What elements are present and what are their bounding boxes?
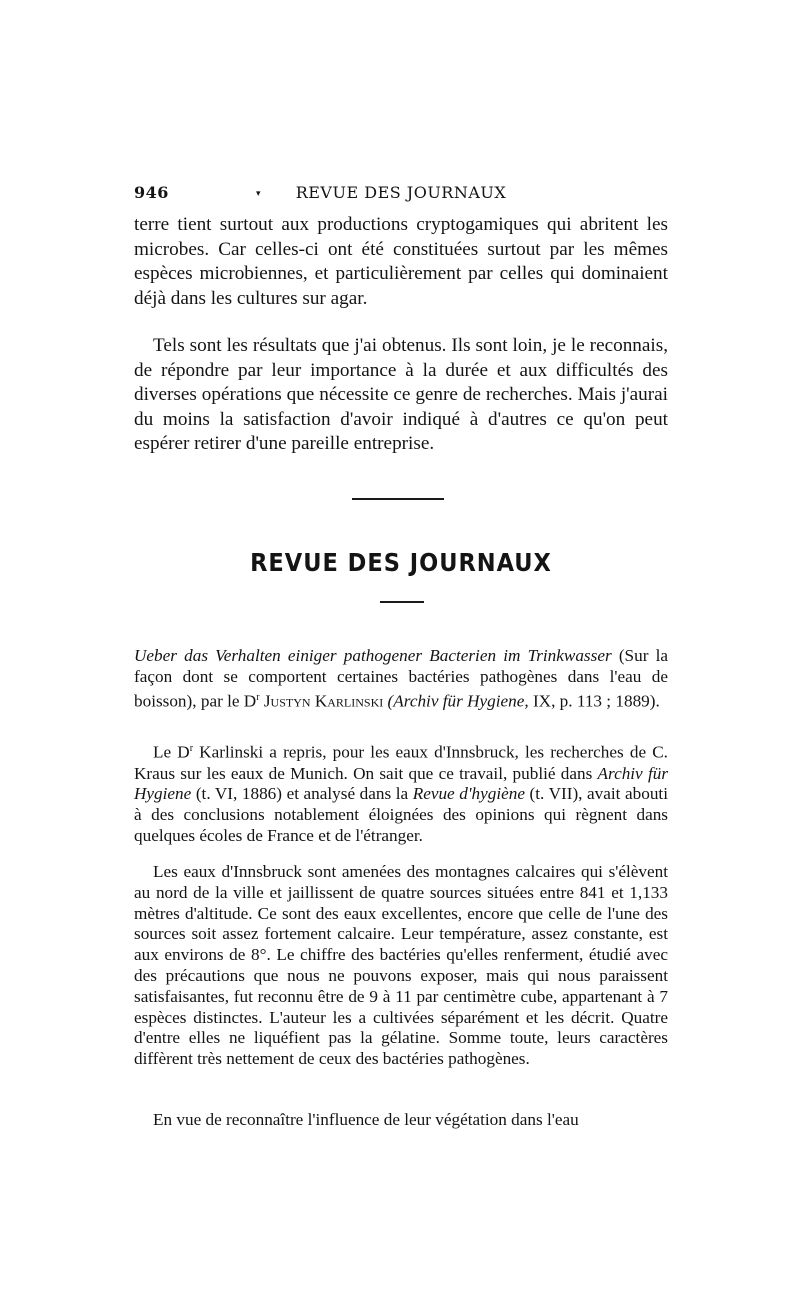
reference-author: Justyn Karlinski	[259, 691, 388, 711]
article-paragraph-1	[134, 739, 668, 847]
running-header	[134, 183, 668, 207]
paragraph-conclusion: Tels sont les résultats que j'ai obtenus. Ils sont loin, je le reconnais, de répondre par leur importance à la durée et aux difficultés des diverses opérations que nécessite ce genre de recherches. Mais j'aurai du moins la satisfaction d'avoir indiqué à d'autres ce qu'on peut espérer retirer d'une pareille entreprise.	[134, 335, 668, 455]
printer-mark: ▾	[256, 189, 262, 199]
running-title: REVUE DES JOURNAUX	[295, 183, 507, 202]
article-paragraph-2: Les eaux d'Innsbruck sont amenées des montagnes calcaires qui s'élèvent au nord de la ville et jaillissent de quatre sources situées entre 841 et 1,133 mètres d'altitude. Ce sont des eaux excellentes, encore que celle de l'une des sources soit assez fortement calcaire. Leur température, assez constante, est aux environs de 8°. Le chiffre des bactéries qu'elles renferment, étudié avec des précautions que nous ne pouvons exposer, mais qui nous paraissent satisfaisantes, fut reconnu être de 9 à 11 par centimètre cube, appartenant à 7 espèces distinctes. L'auteur les a cultivées séparément et les décrit. Quatre d'entre elles ne liquéfient pas la gélatine. Somme toute, leurs caractères diffèrent très nettement de ceux des bactéries pathogènes.	[134, 862, 668, 1069]
reference-subtitle: (Sur la façon dont se comportent certaines bactéries pathogènes dans l'eau de boisson), par le D	[134, 646, 668, 711]
title-underline-rule	[380, 601, 424, 603]
dr-superscript: r	[189, 743, 194, 754]
paragraph-continuation: terre tient surtout aux productions cryptogamiques qui abritent les microbes. Car celles-ci ont été constituées surtout par les mêmes espèces microbiennes, et particulièrement par celles qui dominaient déjà dans les cultures sur agar.	[134, 214, 668, 309]
article-reference	[134, 646, 668, 712]
reference-dr-superscript: r	[256, 691, 260, 703]
text-run: (t. VII), avait abouti à des conclusions notablement éloignées des opinions qui règnent dans quelques écoles de France et de l'étranger.	[134, 784, 668, 845]
section-title: REVUE DES JOURNAUX	[250, 548, 552, 577]
journal-name: Archiv für Hygiene	[134, 763, 669, 804]
reference-title: Ueber das Verhalten einiger pathogener Bacterien im Trinkwasser	[134, 646, 612, 665]
text-run: (t. VI, 1886) et analysé dans la	[191, 784, 413, 804]
text-run: Le D	[153, 742, 190, 762]
reference-journal: (Archiv für Hygiene,	[387, 691, 529, 711]
page-number: 946	[134, 183, 169, 202]
reference-citation: IX, p. 113 ; 1889).	[528, 691, 660, 711]
section-divider-rule	[352, 498, 444, 500]
journal-name: Revue d'hygiène	[412, 784, 525, 804]
article-paragraph-3: En vue de reconnaître l'influence de leur végétation dans l'eau	[153, 1110, 579, 1129]
text-run: Karlinski a repris, pour les eaux d'Innsbruck, les recherches de C. Kraus sur les eaux de Munich. On sait que ce travail, publié dans	[134, 742, 668, 783]
